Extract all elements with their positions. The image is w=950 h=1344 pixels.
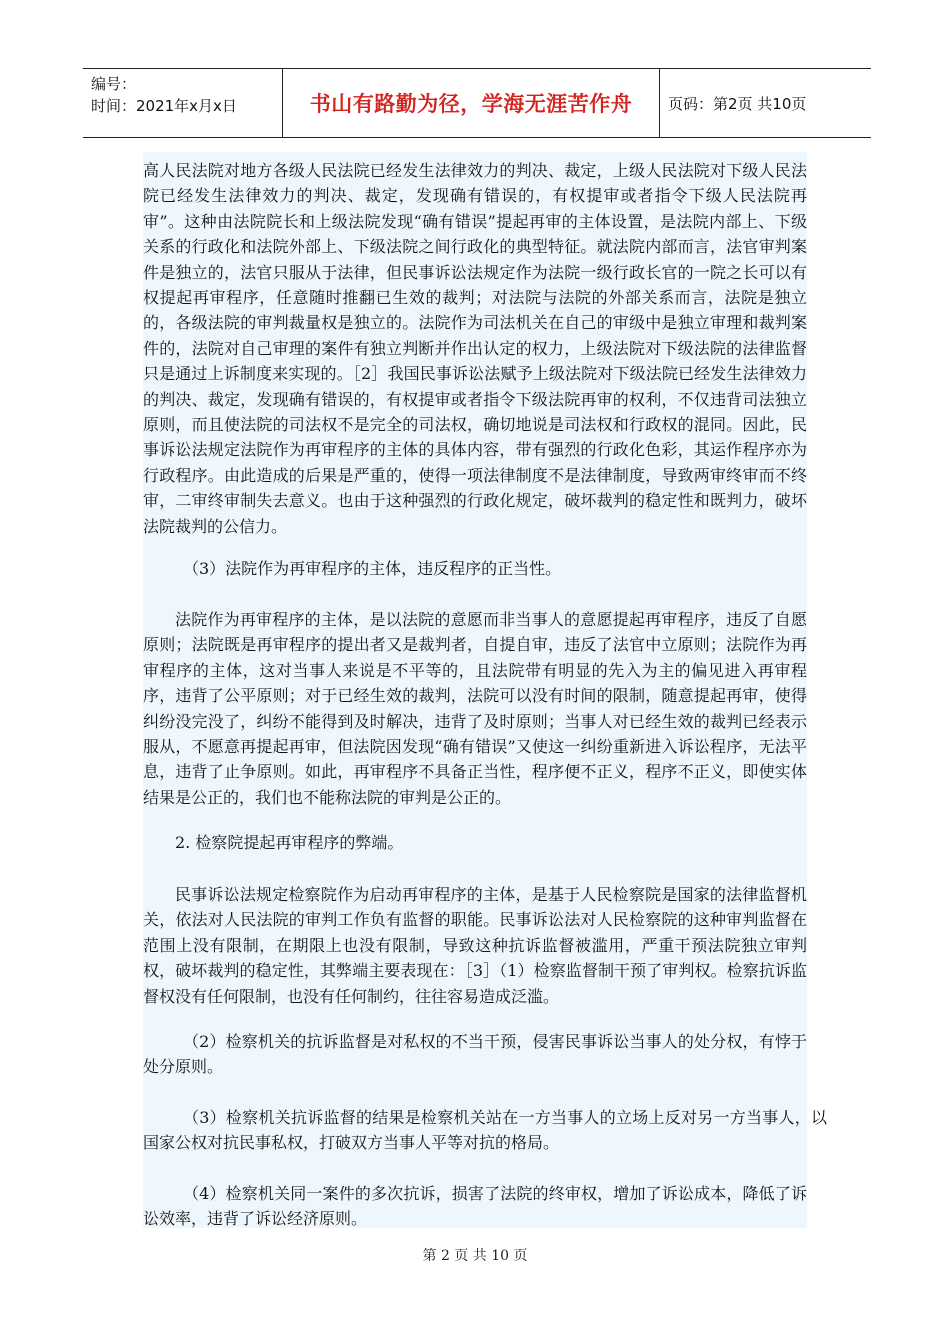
subheading-procuratorate-retrial: 2. 检察院提起再审程序的弊端。 — [175, 833, 404, 852]
body-paragraph-7: （3）检察机关抗诉监督的结果是检察机关站在一方当事人的立场上反对另一方当事人，以国家公权对抗民事私权，打破双方当事人平等对抗的格局。 — [143, 1108, 827, 1153]
document-time-label: 时间：2021年x月x日 — [91, 97, 237, 115]
page-footer: 第 2 页 共 10 页 — [422, 1248, 528, 1264]
page-header — [83, 68, 871, 138]
subheading-court-retrial-legitimacy: （3）法院作为再审程序的主体，违反程序的正当性。 — [183, 559, 562, 578]
body-paragraph-6: （2）检察机关的抗诉监督是对私权的不当干预，侵害民事诉讼当事人的处分权，有悖于处分原则。 — [143, 1032, 807, 1077]
body-paragraph-1: 高人民法院对地方各级人民法院已经发生法律效力的判决、裁定，上级人民法院对下级人民法院已经发生法律效力的判决、裁定，发现确有错误的，有权提审或者指令下级人民法院再审”。这种由法院院长和上级法院发现“确有错误”提起再审的主体设置，是法院内部上、下级关系的行政化和法院外部上、下级法院之间行政化的典型特征。就法院内部而言，法官审判案件是独立的，法官只服从于法律，但民事诉讼法规定作为法院一级行政长官的一院之长可以有权提起再审程序，任意随时推翻已生效的裁判；对法院与法院的外部关系而言，法院是独立的，各级法院的审判裁量权是独立的。法院作为司法机关在自己的审级中是独立审理和裁判案件的，法院对自己审理的案件有独立判断并作出认定的权力，上级法院对下级法院的法律监督只是通过上诉制度来实现的。［2］我国民事诉讼法赋予上级法院对下级法院已经发生法律效力的判决、裁定，发现确有错误的，有权提审或者指令下级法院再审的权利，不仅违背司法独立原则，而且使法院的司法权不是完全的司法权，确切地说是司法权和行政权的混同。因此，民事诉讼法规定法院作为再审程序的主体的具体内容，带有强烈的行政化色彩，其运作程序亦为行政程序。由此造成的后果是严重的，使得一项法律制度不是法律制度，导致两审终审而不终审，二审终审制失去意义。也由于这种强烈的行政化规定，破坏裁判的稳定性和既判力，破坏法院裁判的公信力。 — [143, 161, 807, 536]
header-motto: 书山有路勤为径，学海无涯苦作舟 — [283, 69, 660, 137]
header-page-label: 页码：第2页 共10页 — [668, 94, 807, 113]
header-info-cell — [83, 69, 283, 137]
body-paragraph-5: 民事诉讼法规定检察院作为启动再审程序的主体，是基于人民检察院是国家的法律监督机关，依法对人民法院的审判工作负有监督的职能。民事诉讼法对人民检察院的这种审判监督在范围上没有限制，在期限上也没有限制，导致这种抗诉监督被滥用，严重干预法院独立审判权，破坏裁判的稳定性，其弊端主要表现在：［3］（1）检察监督制干预了审判权。检察抗诉监督权没有任何限制，也没有任何制约，往往容易造成泛滥。 — [143, 885, 807, 1006]
body-paragraph-8: （4）检察机关同一案件的多次抗诉，损害了法院的终审权，增加了诉讼成本，降低了诉讼效率，违背了诉讼经济原则。 — [143, 1184, 807, 1229]
document-number-label: 编号： — [91, 75, 137, 93]
body-paragraph-3: 法院作为再审程序的主体，是以法院的意愿而非当事人的意愿提起再审程序，违反了自愿原则；法院既是再审程序的提出者又是裁判者，自提自审，违反了法官中立原则；法院作为再审程序的主体，这对当事人来说是不平等的，且法院带有明显的先入为主的偏见进入再审程序，违背了公平原则；对于已经生效的裁判，法院可以没有时间的限制，随意提起再审，使得纠纷没完没了，纠纷不能得到及时解决，违背了及时原则；当事人对已经生效的裁判已经表示服从，不愿意再提起再审，但法院因发现“确有错误”又使这一纠纷重新进入诉讼程序，无法平息，违背了止争原则。如此，再审程序不具备正当性，程序便不正义，程序不正义，即使实体结果是公正的，我们也不能称法院的审判是公正的。 — [143, 610, 807, 807]
